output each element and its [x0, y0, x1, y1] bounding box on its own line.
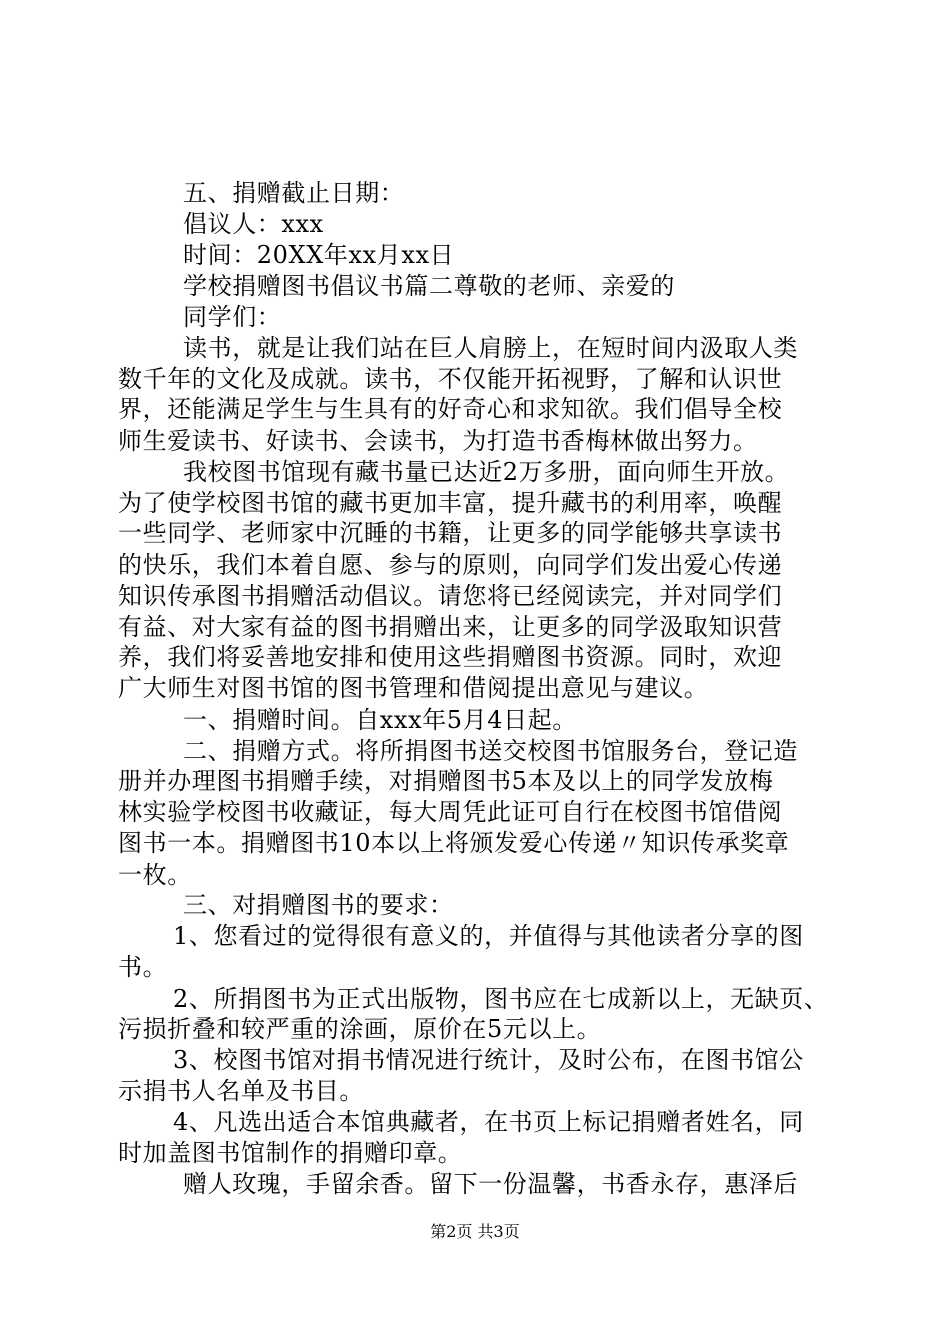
page-indicator: 第2页 共3页 — [430, 1222, 520, 1241]
text-line-01: 五、捐赠截止日期： — [183, 179, 405, 207]
text-line-33: 赠人玫瑰，手留余香。留下一份温馨，书香永存，惠泽后 — [183, 1170, 798, 1198]
text-line-11: 为了使学校图书馆的藏书更加丰富，提升藏书的利用率，唤醒 — [118, 489, 783, 517]
text-line-24: 三、对捐赠图书的要求： — [183, 891, 454, 919]
text-line-22: 图书一本。捐赠图书10本以上将颁发爱心传递〃知识传承奖章 — [118, 829, 790, 857]
text-line-04: 学校捐赠图书倡议书篇二尊敬的老师、亲爱的 — [183, 272, 675, 300]
text-line-07: 数千年的文化及成就。读书，不仅能开拓视野，了解和认识世 — [118, 365, 783, 393]
text-line-26: 书。 — [118, 953, 168, 981]
text-line-21: 林实验学校图书收藏证，每大周凭此证可自行在校图书馆借阅 — [118, 798, 783, 826]
text-line-08: 界，还能满足学生与生具有的好奇心和求知欲。我们倡导全校 — [118, 395, 783, 423]
text-line-14: 知识传承图书捐赠活动倡议。请您将已经阅读完，并对同学们 — [118, 582, 783, 610]
text-line-27: 2、所捐图书为正式出版物，图书应在七成新以上，无缺页、 — [173, 985, 829, 1013]
text-line-28: 污损折叠和较严重的涂画，原价在5元以上。 — [118, 1015, 602, 1043]
text-line-13: 的快乐，我们本着自愿、参与的原则，向同学们发出爱心传递 — [118, 551, 783, 579]
text-line-25: 1、您看过的觉得很有意义的，并值得与其他读者分享的图 — [173, 922, 804, 950]
text-line-32: 时加盖图书馆制作的捐赠印章。 — [118, 1139, 463, 1167]
text-line-15: 有益、对大家有益的图书捐赠出来，让更多的同学汲取知识营 — [118, 613, 783, 641]
text-line-17: 广大师生对图书馆的图书管理和借阅提出意见与建议。 — [118, 674, 709, 702]
text-line-30: 示捐书人名单及书目。 — [118, 1077, 364, 1105]
text-line-12: 一些同学、老师家中沉睡的书籍，让更多的同学能够共享读书 — [118, 519, 783, 547]
text-line-23: 一枚。 — [118, 861, 192, 889]
text-line-03: 时间：20XX年xx月xx日 — [183, 241, 455, 269]
text-line-18: 一、捐赠时间。自xxx年5月4日起。 — [183, 706, 577, 734]
text-line-09: 师生爱读书、好读书、会读书，为打造书香梅林做出努力。 — [118, 427, 758, 455]
text-line-05: 同学们： — [183, 303, 282, 331]
text-line-10: 我校图书馆现有藏书量已达近2万多册，面向师生开放。 — [183, 458, 790, 486]
text-line-31: 4、凡选出适合本馆典藏者，在书页上标记捐赠者姓名，同 — [173, 1108, 804, 1136]
text-line-19: 二、捐赠方式。将所捐图书送交校图书馆服务台，登记造 — [183, 737, 798, 765]
text-line-20: 册并办理图书捐赠手续，对捐赠图书5本及以上的同学发放梅 — [118, 767, 774, 795]
text-line-16: 养，我们将妥善地安排和使用这些捐赠图书资源。同时，欢迎 — [118, 643, 783, 671]
text-line-06: 读书，就是让我们站在巨人肩膀上，在短时间内汲取人类 — [183, 334, 798, 362]
text-line-02: 倡议人：xxx — [183, 210, 324, 238]
text-line-29: 3、校图书馆对捐书情况进行统计，及时公布，在图书馆公 — [173, 1046, 804, 1074]
